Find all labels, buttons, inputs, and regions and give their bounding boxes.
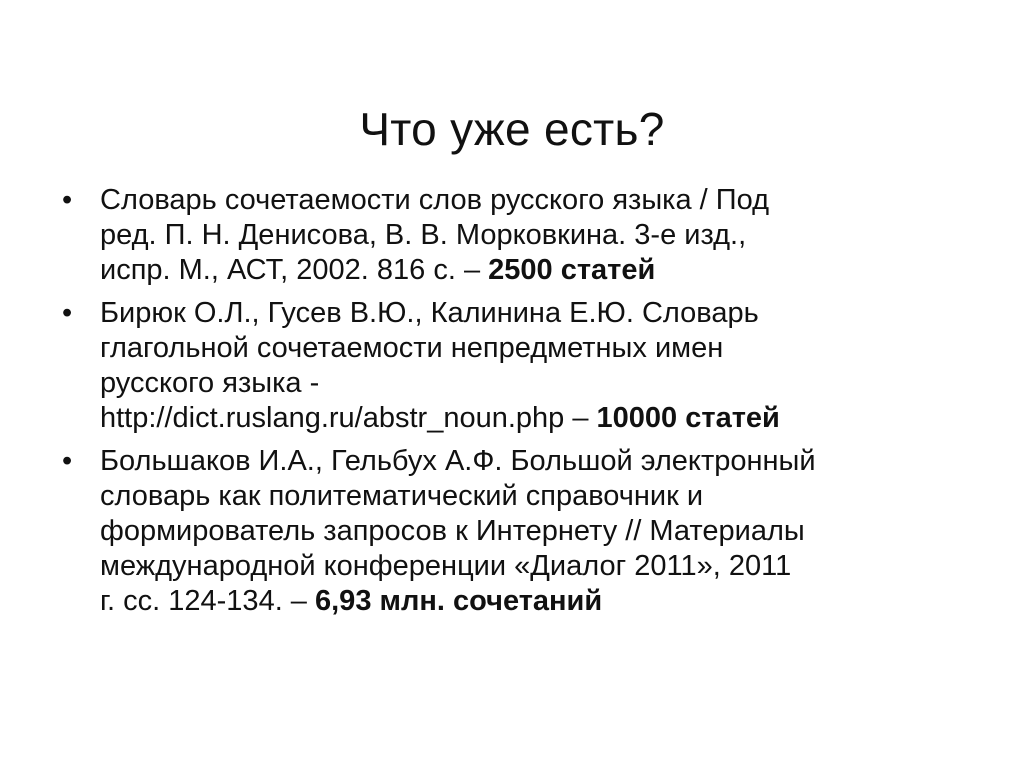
bullet-highlight: 10000 статей: [596, 402, 780, 434]
bullet-text-line: русского языка -: [100, 367, 320, 399]
bullet-text-line: Бирюк О.Л., Гусев В.Ю., Калинина Е.Ю. Словарь: [100, 297, 759, 329]
bullet-text-line: Словарь сочетаемости слов русского языка / Под: [100, 184, 770, 216]
slide-title: Что уже есть?: [359, 102, 665, 155]
bullet-text-prefix: г. сс. 124-134. –: [100, 585, 315, 617]
bullet-text-line: глагольной сочетаемости непредметных имен: [100, 332, 724, 364]
bullet-item-electronic-dictionary: [62, 444, 972, 619]
bullet-text-line: Большаков И.А., Гельбух А.Ф. Большой электронный: [100, 445, 816, 477]
bullet-text-line: словарь как политематический справочник и: [100, 480, 704, 512]
bullet-text-line: международной конференции «Диалог 2011», 2011: [100, 550, 792, 582]
bullet-text-line-final: [100, 253, 972, 288]
bullet-item-verbal-collocations: [62, 296, 972, 436]
bullet-text-line-final: [100, 401, 972, 436]
bullet-highlight: 2500 статей: [488, 254, 656, 286]
bullet-item-dictionary-collocations: [62, 183, 972, 288]
bullet-text-prefix: http://dict.ruslang.ru/abstr_noun.php –: [100, 402, 597, 434]
bullet-highlight: 6,93 млн. сочетаний: [315, 585, 603, 617]
bullet-text-line: формирователь запросов к Интернету // Материалы: [100, 515, 805, 547]
bullet-list: [62, 183, 972, 627]
bullet-icon: •: [62, 445, 73, 477]
bullet-text-line: ред. П. Н. Денисова, В. В. Морковкина. 3-е изд.,: [100, 219, 747, 251]
bullet-text-line-final: [100, 584, 972, 619]
bullet-text-prefix: испр. М., АСТ, 2002. 816 с. –: [100, 254, 489, 286]
bullet-icon: •: [62, 184, 73, 216]
bullet-icon: •: [62, 297, 73, 329]
